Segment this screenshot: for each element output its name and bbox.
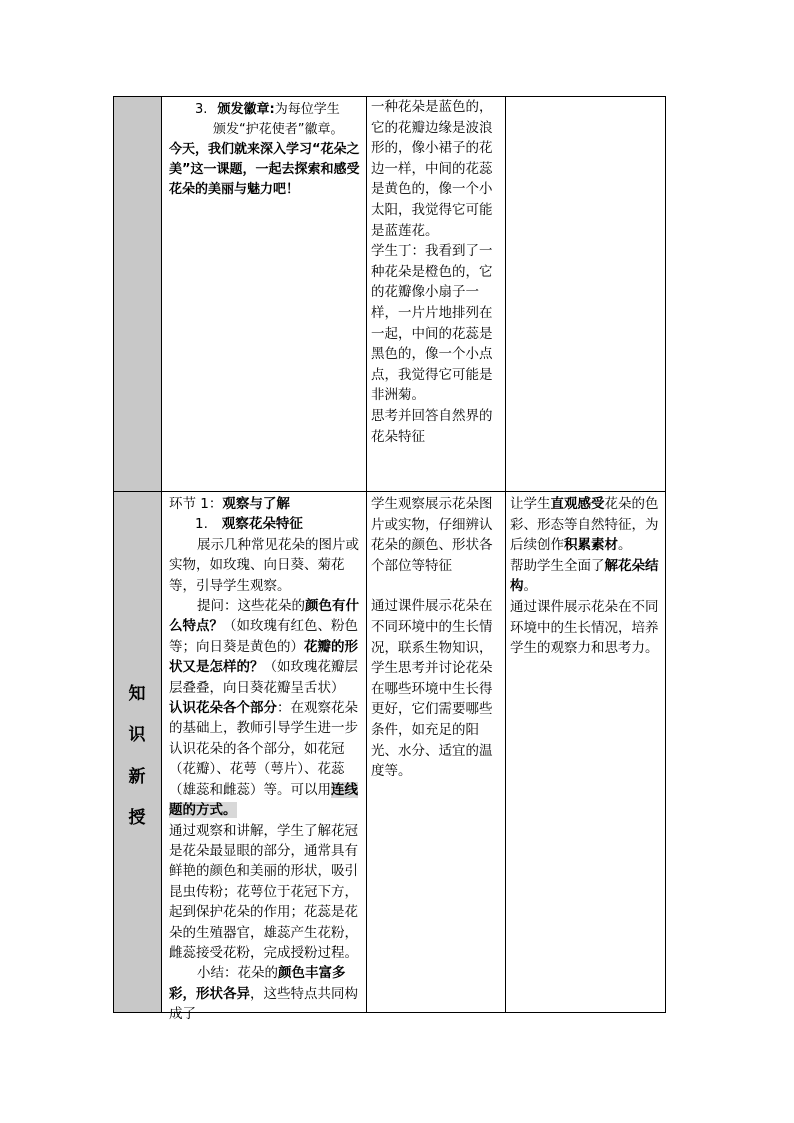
step3-text-b: 颁发“护花使者”徽章。 bbox=[213, 122, 344, 137]
section-label-char: 授 bbox=[128, 808, 146, 828]
section-label-char: 知 bbox=[128, 684, 146, 704]
column-divider-2 bbox=[366, 96, 367, 1013]
row1-student-activity bbox=[371, 97, 502, 447]
step3-number: 3. bbox=[195, 102, 208, 117]
student-think-text: 思考并回答自然界的花朵特征 bbox=[371, 407, 493, 445]
summary-prefix: 小结：花朵的 bbox=[197, 965, 278, 982]
question-color: 颜色有什么特点？ bbox=[169, 598, 359, 635]
student-answer-orange: 学生丁：我看到了一种花朵是橙色的，它的花瓣像小扇子一样，一片片地排列在一起，中间的花蕊是黑色的，像一个小点点，我觉得它可能是非洲菊。 bbox=[371, 243, 493, 404]
row1-teacher-activity bbox=[169, 100, 361, 200]
row-divider bbox=[113, 491, 666, 492]
column-divider-3 bbox=[505, 96, 506, 1013]
step3-title: 颁发徽章: bbox=[217, 102, 275, 117]
intent-c: 通过课件展示花朵在不同环境中的生长情况，培养学生的观察力和思考力。 bbox=[510, 598, 659, 657]
parts-highlight: 连线题的方式。 bbox=[169, 781, 358, 819]
summary-tail: ，这些特点共同构成了 bbox=[169, 985, 358, 1023]
intro-paragraph: 展示几种常见花朵的图片或实物，如玫瑰、向日葵、菊花等，引导学生观察。 bbox=[169, 536, 359, 594]
summary-bold: 颜色丰富多彩，形状各异 bbox=[169, 965, 346, 1002]
parts-heading: 认识花朵各个部分 bbox=[169, 700, 277, 717]
intent-a-bold1: 直观感受 bbox=[550, 496, 605, 512]
section-label-char: 识 bbox=[128, 725, 146, 745]
row2-design-intent bbox=[510, 494, 662, 659]
question-example: （如玫瑰有红色、粉色等；向日葵是黄色的） bbox=[169, 618, 358, 655]
table-border-left bbox=[113, 96, 114, 1013]
section-column-shading bbox=[113, 96, 161, 1013]
phase-label: 环节 1： bbox=[169, 496, 223, 512]
question-tail: （如玫瑰花瓣层层叠叠，向日葵花瓣呈舌状） bbox=[169, 659, 358, 696]
intent-a3: 。 bbox=[618, 537, 632, 554]
item-number: 1. bbox=[195, 516, 208, 533]
row2-student-activity bbox=[371, 494, 502, 782]
row2-teacher-activity bbox=[169, 494, 363, 1025]
intent-b-bold: 解花朵结构 bbox=[510, 557, 659, 595]
question-petal: 花瓣的形状又是怎样的？ bbox=[169, 638, 358, 676]
table-border-right bbox=[665, 96, 666, 1013]
parts-text: ：在观察花朵的基础上，教师引导学生进一步认识花朵的各个部分，如花冠（花瓣）、花萼（萼片）、花蕊（雄蕊和雌蕊）等。可以用 bbox=[169, 700, 358, 798]
student-observe-text: 学生观察展示花朵图片或实物，仔细辨认花朵的颜色、形状各个部位等特征 bbox=[371, 496, 493, 574]
intent-a2: 花朵的色彩、形态等自然特征，为后续创作 bbox=[510, 496, 659, 554]
step3-text-a: 为每位学生 bbox=[274, 102, 340, 117]
lesson-plan-table bbox=[113, 96, 666, 1023]
intent-a1: 让学生 bbox=[510, 496, 551, 512]
intro-bold-text: 今天，我们就来深入学习“花朵之美”这一课题，一起去探索和感受花朵的美丽与魅力吧！ bbox=[169, 142, 360, 197]
section-label-char: 新 bbox=[128, 767, 146, 787]
intent-b1: 帮助学生全面了 bbox=[510, 557, 605, 574]
column-divider-1 bbox=[161, 96, 162, 1013]
student-answer-blue: 一种花朵是蓝色的，它的花瓣边缘是波浪形的，像小裙子的花边一样，中间的花蕊是黄色的，像一个小太阳，我觉得它可能是蓝莲花。 bbox=[371, 99, 493, 239]
phase-title: 观察与了解 bbox=[222, 496, 290, 512]
question-prefix: 提问：这些花朵的 bbox=[197, 598, 305, 615]
intent-a-bold2: 积累素材 bbox=[564, 537, 618, 554]
student-discuss-text: 通过课件展示花朵在不同环境中的生长情况，联系生物知识，学生思考并讨论花朵在哪些环境中生长得更好，它们需要哪些条件，如充足的阳光、水分、适宜的温度等。 bbox=[371, 598, 493, 780]
intent-b2: 。 bbox=[523, 578, 537, 595]
item-title: 观察花朵特征 bbox=[221, 516, 303, 533]
explanation-paragraph: 通过观察和讲解，学生了解花冠是花朵最显眼的部分，通常具有鲜艳的颜色和美丽的形状，吸引昆虫传粉；花萼位于花冠下方，起到保护花朵的作用；花蕊是花朵的生殖器官，雄蕊产生花粉，雌蕊接受花粉，完成授粉过程。 bbox=[169, 822, 358, 961]
